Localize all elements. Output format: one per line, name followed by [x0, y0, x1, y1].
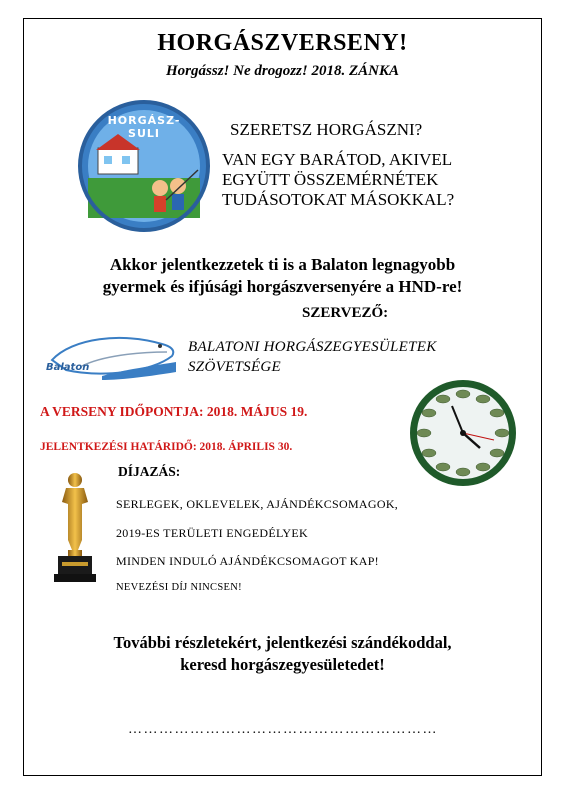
organizer-name-line-2: SZÖVETSÉGE [188, 359, 281, 375]
organizer-name [188, 337, 437, 377]
invitation-text [40, 254, 525, 298]
prize-item-1: SERLEGEK, OKLEVELEK, AJÁNDÉKCSOMAGOK, [116, 497, 399, 511]
registration-deadline: JELENTKEZÉSI HATÁRIDŐ: 2018. ÁPRILIS 30. [40, 441, 293, 453]
balaton-logo-text: Balaton [46, 362, 90, 373]
prize-item-4: NEVEZÉSI DÍJ NINCSEN! [116, 582, 242, 593]
prize-item-2: 2019-ES TERÜLETI ENGEDÉLYEK [116, 526, 308, 540]
question-1: SZERETSZ HORGÁSZNI? [230, 120, 423, 139]
prizes-heading: DÍJAZÁS: [118, 464, 181, 479]
event-date: A VERSENY IDŐPONTJA: 2018. MÁJUS 19. [40, 404, 308, 419]
contact-line-2: keresd horgászegyesületedet! [180, 655, 385, 674]
logo-text: HORGÁSZ-SULI [107, 114, 181, 140]
poster-subtitle: Horgássz! Ne drogozz! 2018. ZÁNKA [166, 63, 399, 79]
dotted-line: …………………………………………………… [128, 722, 438, 737]
contact-line-1: További részletekért, jelentkezési szándékoddal, [113, 633, 452, 652]
question-2-line-3: TUDÁSOTOKAT MÁSOKKAL? [222, 190, 455, 209]
contact-text [40, 632, 525, 676]
invitation-line-2: gyermek és ifjúsági horgászversenyére a HND-re! [102, 277, 463, 296]
question-2-line-2: EGYÜTT ÖSSZEMÉRNÉTEK [222, 170, 439, 189]
fish-clock-image [408, 378, 518, 488]
balaton-fish-logo [42, 326, 182, 384]
organizer-label: SZERVEZŐ: [302, 305, 389, 321]
organizer-name-line-1: BALATONI HORGÁSZEGYESÜLETEK [188, 339, 437, 355]
poster-title: HORGÁSZVERSENY! [157, 30, 408, 56]
trophy-icon [48, 470, 102, 586]
prize-item-3: MINDEN INDULÓ AJÁNDÉKCSOMAGOT KAP! [116, 554, 379, 568]
invitation-line-1: Akkor jelentkezzetek ti is a Balaton legnagyobb [109, 255, 456, 274]
horgasz-suli-logo [78, 100, 210, 232]
question-2-line-1: VAN EGY BARÁTOD, AKIVEL [222, 150, 453, 169]
